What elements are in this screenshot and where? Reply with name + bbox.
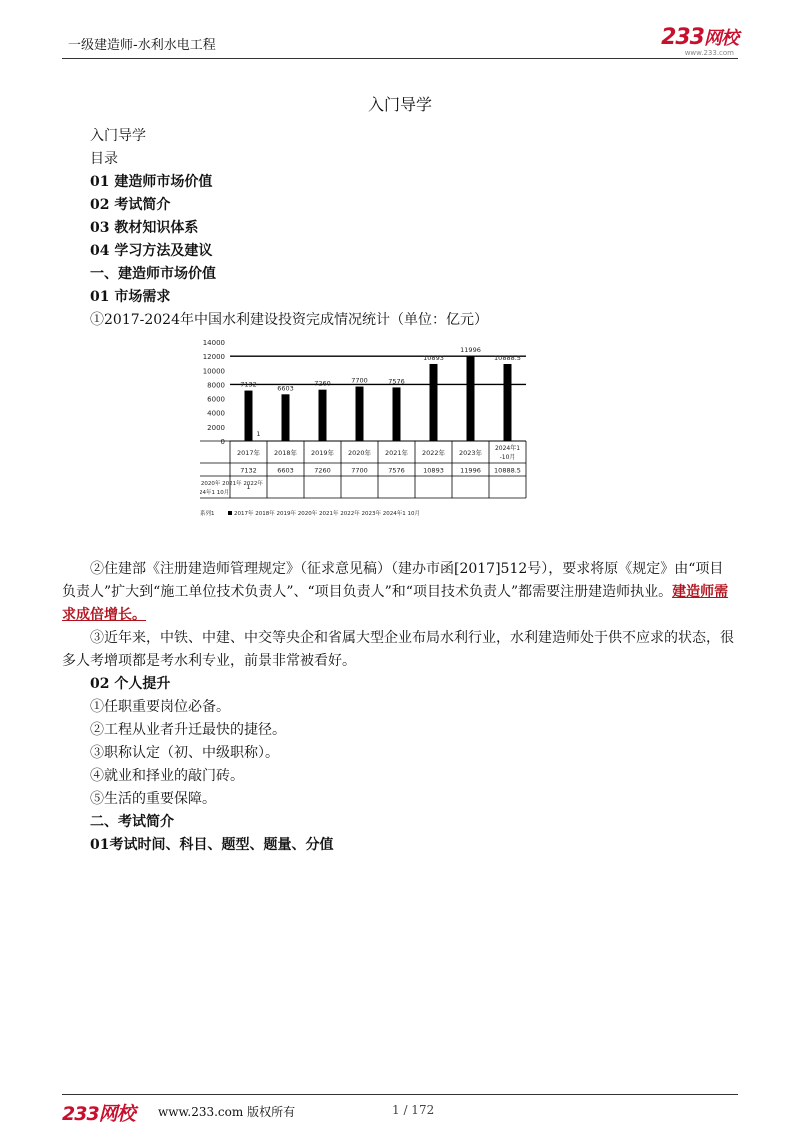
table-row-label: 2020年 2021年 2022年 [200, 481, 263, 487]
paragraph-regulation [62, 558, 734, 627]
footer-copyright: www.233.com 版权所有 [158, 1105, 296, 1119]
paragraph-regulation-text: ②住建部《注册建造师管理规定》（征求意见稿）（建办市函[2017]512号），要求将原《规定》由“项目负责人”扩大到“施工单位技术负责人”、“项目负责人”和“项目技术负责人”都需要注册建造师执业。 [62, 561, 724, 600]
page-number: 1 / 172 [392, 1103, 435, 1117]
intro-line: 入门导学 [90, 128, 146, 144]
x-tick-label: 2019年 [310, 449, 335, 457]
bar [393, 387, 401, 441]
series2-value-label: 1 [256, 430, 261, 438]
bar [467, 356, 475, 441]
legend-label: 系列1 [200, 511, 215, 517]
section-line: 02 个人提升 [90, 676, 171, 692]
table-cell-value: 6603 [277, 466, 294, 475]
x-tick-label: 2024年1 [494, 445, 521, 452]
x-tick-label: 2018年 [273, 449, 298, 457]
x-tick-label: 2020年 [347, 449, 372, 457]
x-tick-label: 2023年 [458, 449, 483, 457]
intro-lines [90, 125, 734, 332]
y-tick-label: 8000 [207, 381, 225, 390]
paragraph-market: ③近年来，中铁、中建、中交等央企和省属大型企业布局水利行业，水利建造师处于供不应求的状态，很多人考增项都是考水利专业，前景非常被看好。 [62, 630, 734, 669]
section-line: ④就业和择业的敲门砖。 [90, 768, 244, 784]
intro-line: 一、建造师市场价值 [90, 266, 216, 282]
table-cell-value: 1 [246, 483, 251, 491]
bar-value-label: 7700 [351, 376, 368, 385]
bar [356, 387, 364, 441]
page-header [62, 22, 738, 59]
investment-chart-svg [200, 338, 530, 546]
bar [319, 390, 327, 441]
bar-value-label: 6603 [277, 384, 294, 393]
bar-value-label: 10888.5 [494, 354, 521, 363]
page-footer [62, 1094, 738, 1125]
bar-value-label: 7576 [388, 377, 405, 386]
y-tick-label: 4000 [207, 409, 225, 418]
y-tick-label: 6000 [207, 395, 225, 404]
investment-chart [200, 338, 734, 546]
bar [282, 394, 290, 441]
table-cell-value: 10893 [423, 466, 444, 475]
y-tick-label: 2000 [207, 423, 225, 432]
table-cell-value: 7132 [240, 466, 257, 475]
section-line: ②工程从业者升迁最快的捷径。 [90, 722, 286, 738]
bar-value-label: 7260 [314, 379, 331, 388]
legend-label: 2017年 2018年 2019年 2020年 2021年 2022年 2023年 2024年1 10月 [234, 511, 420, 517]
intro-line: 目录 [90, 151, 118, 167]
footer-logo: 233网校 [62, 1103, 135, 1125]
bar [245, 391, 253, 441]
demand-highlight: 建造师需求成倍增长。 [62, 584, 729, 623]
brand-logo-subtitle: www.233.com [684, 49, 734, 57]
section-line: ⑤生活的重要保障。 [90, 791, 216, 807]
bar-value-label: 11996 [460, 346, 481, 355]
intro-line: 04 学习方法及建议 [90, 243, 213, 259]
brand-logo: 233网校 [661, 25, 738, 50]
y-tick-label: 14000 [202, 339, 225, 347]
bar [430, 364, 438, 441]
table-cell-value: 11996 [460, 466, 481, 475]
intro-line: 02 考试简介 [90, 197, 171, 213]
section-lines [90, 673, 734, 857]
table-cell-value: 7260 [314, 466, 331, 475]
bar-value-label: 10893 [423, 353, 444, 362]
intro-line: ①2017-2024年中国水利建设投资完成情况统计（单位：亿元） [90, 312, 488, 328]
header-title: 一级建造师-水利水电工程 [68, 38, 216, 53]
x-tick-label: 2021年 [384, 449, 409, 457]
x-tick-label: 2022年 [421, 449, 446, 457]
bar [504, 364, 512, 441]
table-cell-value: 7576 [388, 466, 405, 475]
intro-line: 03 教材知识体系 [90, 220, 199, 236]
section-line: 01考试时间、科目、题型、题量、分值 [90, 837, 334, 853]
intro-line: 01 建造师市场价值 [90, 174, 213, 190]
table-cell-value: 10888.5 [494, 466, 521, 475]
document-body [62, 125, 734, 857]
section-line: ①任职重要岗位必备。 [90, 699, 230, 715]
section-line: 二、考试简介 [90, 814, 174, 830]
y-tick-label: 10000 [202, 367, 225, 376]
x-tick-label: 2017年 [236, 449, 261, 457]
legend-swatch [228, 511, 232, 515]
y-tick-label: 12000 [202, 353, 225, 362]
table-row-label: 24年1 10月 [200, 490, 230, 496]
section-line: ③职称认定（初、中级职称）。 [90, 745, 279, 761]
document-title: 入门导学 [367, 95, 432, 114]
y-tick-label: 0 [220, 438, 225, 446]
table-cell-value: 7700 [351, 466, 368, 475]
bar-value-label: 7132 [240, 380, 257, 389]
intro-line: 01 市场需求 [90, 289, 171, 305]
x-tick-label: -10月 [499, 454, 516, 461]
